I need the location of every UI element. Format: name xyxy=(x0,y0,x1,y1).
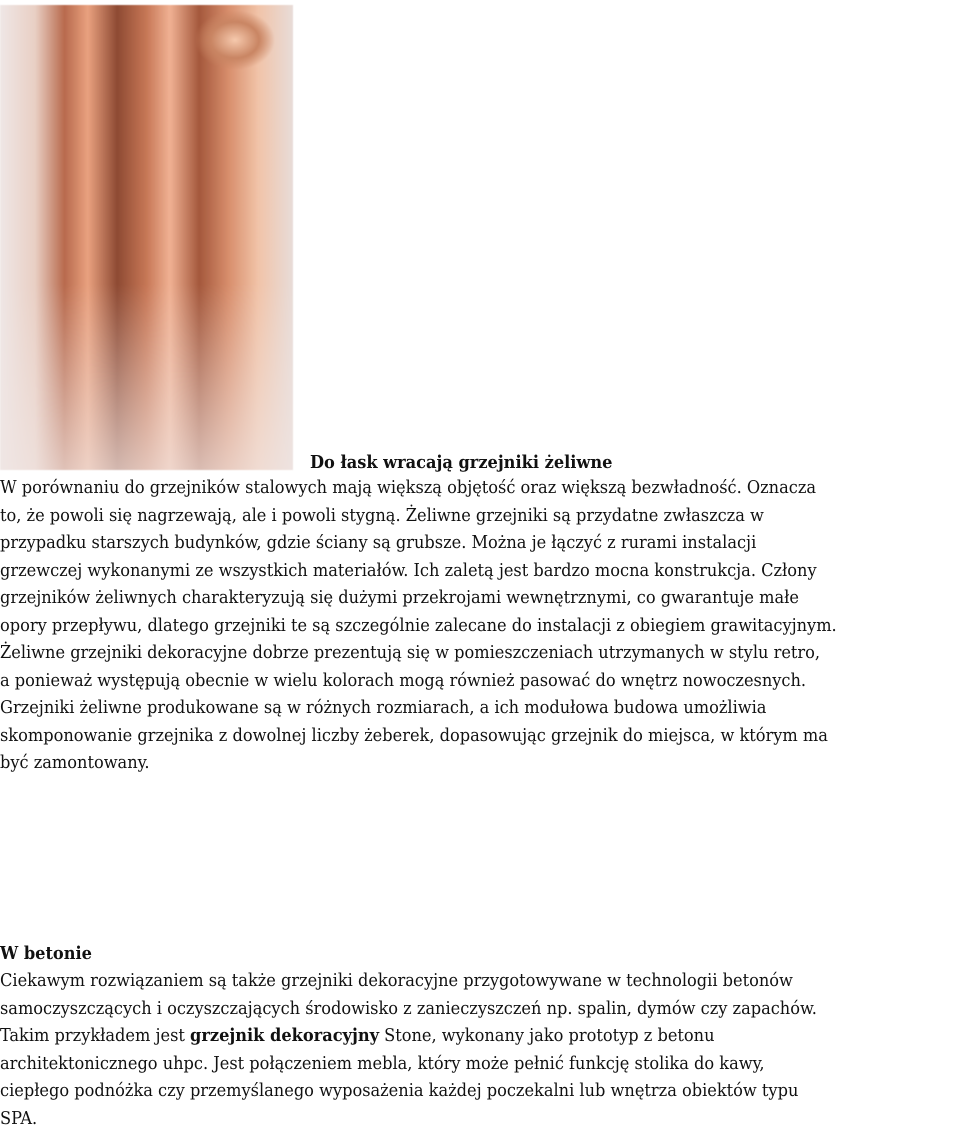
text-line: przypadku starszych budynków, gdzie ściany są grubsze. Można je łączyć z rurami instalacji xyxy=(0,529,960,557)
bold-keyword: grzejnik dekoracyjny xyxy=(190,1025,379,1046)
section-body-cast-iron xyxy=(0,474,960,777)
text-line: Żeliwne grzejniki dekoracyjne dobrze prezentują się w pomieszczeniach utrzymanych w stylu retro, xyxy=(0,639,960,667)
text-line: ciepłego podnóżka czy przemyślanego wyposażenia każdej poczekalni lub wnętrza obiektów typu xyxy=(0,1077,960,1105)
section-body-concrete xyxy=(0,967,960,1132)
text-line: opory przepływu, dlatego grzejniki te są szczególnie zalecane do instalacji z obiegiem grawitacyjnym. xyxy=(0,612,960,640)
text-line: grzejników żeliwnych charakteryzują się dużymi przekrojami wewnętrznymi, co gwarantuje małe xyxy=(0,584,960,612)
section-heading-cast-iron: Do łask wracają grzejniki żeliwne xyxy=(310,449,612,477)
text-line: grzewczej wykonanymi ze wszystkich materiałów. Ich zaletą jest bardzo mocna konstrukcja. Człony xyxy=(0,557,960,585)
text-line: SPA. xyxy=(0,1105,960,1132)
text-line: a ponieważ występują obecnie w wielu kolorach mogą również pasować do wnętrz nowoczesnych. xyxy=(0,667,960,695)
text-line: samoczyszczących i oczyszczających środowisko z zanieczyszczeń np. spalin, dymów czy zapachów. xyxy=(0,995,960,1023)
cast-iron-radiator-photo xyxy=(0,5,293,470)
text-line: być zamontowany. xyxy=(0,749,960,777)
text-line: architektonicznego uhpc. Jest połączeniem mebla, który może pełnić funkcję stolika do kawy, xyxy=(0,1050,960,1078)
section-heading-concrete: W betonie xyxy=(0,940,92,968)
text-segment: Takim przykładem jest xyxy=(0,1025,190,1046)
text-line xyxy=(0,1022,960,1050)
text-line: to, że powoli się nagrzewają, ale i powoli stygną. Żeliwne grzejniki są przydatne zwłaszcza w xyxy=(0,502,960,530)
text-line: skomponowanie grzejnika z dowolnej liczby żeberek, dopasowując grzejnik do miejsca, w którym ma xyxy=(0,722,960,750)
text-line: W porównaniu do grzejników stalowych mają większą objętość oraz większą bezwładność. Oznacza xyxy=(0,474,960,502)
text-line: Ciekawym rozwiązaniem są także grzejniki dekoracyjne przygotowywane w technologii betonów xyxy=(0,967,960,995)
text-line: Grzejniki żeliwne produkowane są w różnych rozmiarach, a ich modułowa budowa umożliwia xyxy=(0,694,960,722)
text-segment: Stone, wykonany jako prototyp z betonu xyxy=(379,1025,715,1046)
